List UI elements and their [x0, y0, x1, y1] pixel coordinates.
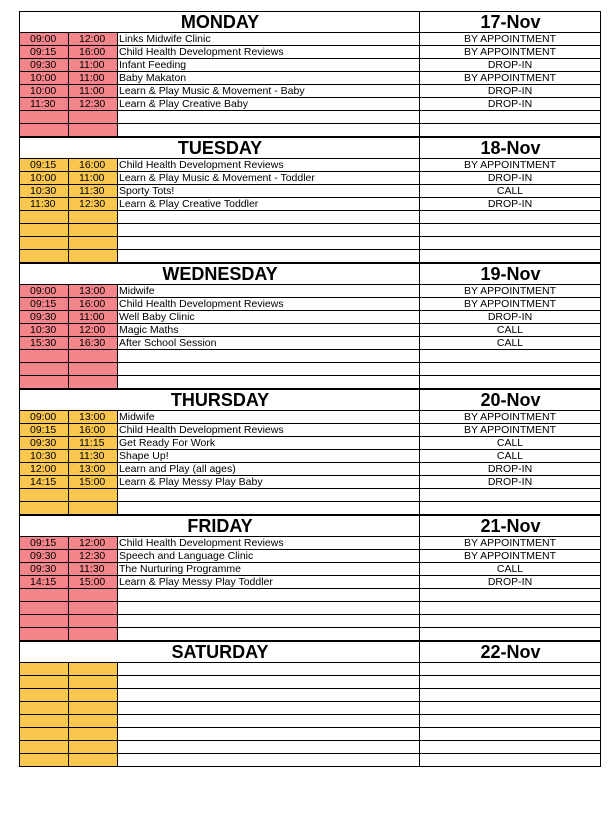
- session-booking: [420, 702, 601, 715]
- session-row: [20, 602, 601, 615]
- session-end-time: [69, 211, 118, 224]
- session-booking: DROP-IN: [420, 576, 601, 589]
- session-end-time: 12:30: [69, 98, 118, 111]
- session-end-time: 11:00: [69, 85, 118, 98]
- session-start-time: [20, 211, 69, 224]
- session-title: Learn & Play Creative Baby: [118, 98, 420, 111]
- session-start-time: [20, 715, 69, 728]
- session-title: [118, 689, 420, 702]
- session-title: Learn & Play Creative Toddler: [118, 198, 420, 211]
- session-title: [118, 502, 420, 516]
- session-title: Magic Maths: [118, 324, 420, 337]
- session-start-time: [20, 728, 69, 741]
- session-end-time: 12:30: [69, 198, 118, 211]
- session-booking: BY APPOINTMENT: [420, 285, 601, 298]
- session-start-time: 09:00: [20, 411, 69, 424]
- session-title: Speech and Language Clinic: [118, 550, 420, 563]
- session-row: [20, 589, 601, 602]
- session-end-time: 16:00: [69, 298, 118, 311]
- session-title: Midwife: [118, 285, 420, 298]
- session-start-time: [20, 689, 69, 702]
- session-end-time: [69, 602, 118, 615]
- session-booking: [420, 589, 601, 602]
- session-end-time: 16:30: [69, 337, 118, 350]
- session-row: [20, 237, 601, 250]
- session-booking: CALL: [420, 563, 601, 576]
- session-row: [20, 463, 601, 476]
- session-end-time: [69, 350, 118, 363]
- session-title: [118, 715, 420, 728]
- weekly-timetable: [19, 11, 601, 767]
- session-start-time: [20, 702, 69, 715]
- session-start-time: [20, 224, 69, 237]
- day-header: [20, 515, 601, 537]
- session-end-time: [69, 502, 118, 516]
- session-booking: DROP-IN: [420, 198, 601, 211]
- session-booking: CALL: [420, 337, 601, 350]
- session-row: [20, 502, 601, 516]
- session-start-time: 11:30: [20, 198, 69, 211]
- session-title: [118, 250, 420, 264]
- session-end-time: [69, 741, 118, 754]
- session-booking: [420, 250, 601, 264]
- session-row: [20, 437, 601, 450]
- session-end-time: 16:00: [69, 159, 118, 172]
- session-start-time: [20, 615, 69, 628]
- session-booking: [420, 615, 601, 628]
- session-title: Learn & Play Music & Movement - Baby: [118, 85, 420, 98]
- session-title: Sporty Tots!: [118, 185, 420, 198]
- session-start-time: [20, 376, 69, 390]
- session-booking: BY APPOINTMENT: [420, 46, 601, 59]
- session-start-time: 11:30: [20, 98, 69, 111]
- session-end-time: 16:00: [69, 46, 118, 59]
- session-row: [20, 450, 601, 463]
- session-row: [20, 98, 601, 111]
- session-end-time: [69, 728, 118, 741]
- session-booking: [420, 602, 601, 615]
- session-title: [118, 676, 420, 689]
- session-start-time: [20, 489, 69, 502]
- session-row: [20, 111, 601, 124]
- session-title: [118, 489, 420, 502]
- session-end-time: 12:00: [69, 537, 118, 550]
- session-row: [20, 376, 601, 390]
- session-start-time: 10:30: [20, 450, 69, 463]
- session-start-time: 09:15: [20, 537, 69, 550]
- session-start-time: 09:30: [20, 437, 69, 450]
- session-end-time: 11:00: [69, 172, 118, 185]
- session-row: [20, 363, 601, 376]
- session-title: [118, 702, 420, 715]
- session-row: [20, 741, 601, 754]
- session-start-time: [20, 350, 69, 363]
- session-row: [20, 324, 601, 337]
- session-booking: BY APPOINTMENT: [420, 33, 601, 46]
- session-booking: BY APPOINTMENT: [420, 424, 601, 437]
- session-end-time: 11:00: [69, 59, 118, 72]
- day-date: 18-Nov: [420, 137, 601, 159]
- session-title: Learn & Play Messy Play Toddler: [118, 576, 420, 589]
- session-booking: DROP-IN: [420, 98, 601, 111]
- session-end-time: [69, 676, 118, 689]
- day-name: TUESDAY: [20, 137, 420, 159]
- session-row: [20, 689, 601, 702]
- session-end-time: 16:00: [69, 424, 118, 437]
- session-end-time: [69, 589, 118, 602]
- session-start-time: 10:30: [20, 324, 69, 337]
- session-title: [118, 602, 420, 615]
- session-booking: DROP-IN: [420, 85, 601, 98]
- session-booking: [420, 489, 601, 502]
- day-name: FRIDAY: [20, 515, 420, 537]
- session-end-time: 12:00: [69, 33, 118, 46]
- session-end-time: 15:00: [69, 476, 118, 489]
- session-booking: [420, 663, 601, 676]
- session-end-time: 11:30: [69, 185, 118, 198]
- session-title: [118, 111, 420, 124]
- session-booking: [420, 502, 601, 516]
- session-booking: BY APPOINTMENT: [420, 537, 601, 550]
- session-start-time: [20, 111, 69, 124]
- session-title: Child Health Development Reviews: [118, 537, 420, 550]
- session-row: [20, 702, 601, 715]
- session-start-time: 09:15: [20, 159, 69, 172]
- session-title: [118, 376, 420, 390]
- session-start-time: 10:30: [20, 185, 69, 198]
- session-end-time: 11:00: [69, 72, 118, 85]
- session-row: [20, 537, 601, 550]
- session-end-time: [69, 689, 118, 702]
- session-title: Get Ready For Work: [118, 437, 420, 450]
- timetable-body: [20, 12, 601, 767]
- session-end-time: [69, 702, 118, 715]
- session-booking: [420, 237, 601, 250]
- session-end-time: 13:00: [69, 463, 118, 476]
- session-booking: [420, 124, 601, 138]
- session-start-time: [20, 237, 69, 250]
- session-booking: DROP-IN: [420, 172, 601, 185]
- session-booking: DROP-IN: [420, 463, 601, 476]
- session-title: The Nurturing Programme: [118, 563, 420, 576]
- session-row: [20, 754, 601, 767]
- session-start-time: 10:00: [20, 72, 69, 85]
- session-row: [20, 124, 601, 138]
- day-date: 22-Nov: [420, 641, 601, 663]
- day-name: WEDNESDAY: [20, 263, 420, 285]
- session-title: [118, 615, 420, 628]
- session-end-time: [69, 363, 118, 376]
- session-title: Child Health Development Reviews: [118, 159, 420, 172]
- session-start-time: 09:30: [20, 59, 69, 72]
- session-booking: [420, 350, 601, 363]
- day-header: [20, 389, 601, 411]
- session-booking: [420, 754, 601, 767]
- session-end-time: [69, 111, 118, 124]
- session-booking: [420, 689, 601, 702]
- session-booking: [420, 628, 601, 642]
- session-start-time: 12:00: [20, 463, 69, 476]
- session-row: [20, 350, 601, 363]
- session-booking: BY APPOINTMENT: [420, 550, 601, 563]
- session-start-time: 14:15: [20, 476, 69, 489]
- session-booking: DROP-IN: [420, 59, 601, 72]
- session-start-time: 09:15: [20, 298, 69, 311]
- session-title: Links Midwife Clinic: [118, 33, 420, 46]
- session-title: [118, 211, 420, 224]
- session-end-time: 12:00: [69, 324, 118, 337]
- session-title: Well Baby Clinic: [118, 311, 420, 324]
- day-header: [20, 137, 601, 159]
- session-row: [20, 72, 601, 85]
- session-start-time: 09:00: [20, 285, 69, 298]
- session-end-time: 11:30: [69, 450, 118, 463]
- session-end-time: 11:00: [69, 311, 118, 324]
- session-row: [20, 728, 601, 741]
- day-header: [20, 641, 601, 663]
- session-start-time: 09:30: [20, 550, 69, 563]
- session-start-time: 14:15: [20, 576, 69, 589]
- session-end-time: [69, 715, 118, 728]
- session-title: Learn and Play (all ages): [118, 463, 420, 476]
- session-booking: [420, 363, 601, 376]
- session-end-time: [69, 224, 118, 237]
- session-title: [118, 224, 420, 237]
- session-row: [20, 85, 601, 98]
- day-date: 20-Nov: [420, 389, 601, 411]
- session-title: [118, 237, 420, 250]
- day-name: THURSDAY: [20, 389, 420, 411]
- session-end-time: 12:30: [69, 550, 118, 563]
- session-end-time: 13:00: [69, 285, 118, 298]
- session-booking: [420, 224, 601, 237]
- session-row: [20, 46, 601, 59]
- session-start-time: [20, 124, 69, 138]
- session-row: [20, 424, 601, 437]
- session-booking: CALL: [420, 324, 601, 337]
- session-start-time: 15:30: [20, 337, 69, 350]
- session-end-time: [69, 628, 118, 642]
- day-header: [20, 12, 601, 33]
- day-name: SATURDAY: [20, 641, 420, 663]
- session-title: Child Health Development Reviews: [118, 424, 420, 437]
- session-row: [20, 298, 601, 311]
- day-date: 21-Nov: [420, 515, 601, 537]
- session-row: [20, 198, 601, 211]
- session-start-time: [20, 250, 69, 264]
- session-title: After School Session: [118, 337, 420, 350]
- session-title: Learn & Play Music & Movement - Toddler: [118, 172, 420, 185]
- session-booking: [420, 211, 601, 224]
- session-start-time: 10:00: [20, 172, 69, 185]
- session-title: Learn & Play Messy Play Baby: [118, 476, 420, 489]
- session-end-time: [69, 615, 118, 628]
- session-end-time: [69, 663, 118, 676]
- session-row: [20, 337, 601, 350]
- session-row: [20, 476, 601, 489]
- day-name: MONDAY: [20, 12, 420, 33]
- session-start-time: 09:30: [20, 311, 69, 324]
- session-start-time: [20, 676, 69, 689]
- session-start-time: [20, 602, 69, 615]
- session-start-time: [20, 741, 69, 754]
- session-row: [20, 311, 601, 324]
- session-row: [20, 33, 601, 46]
- session-end-time: [69, 754, 118, 767]
- session-title: [118, 124, 420, 138]
- session-title: [118, 754, 420, 767]
- session-end-time: 11:30: [69, 563, 118, 576]
- session-start-time: [20, 663, 69, 676]
- session-booking: [420, 741, 601, 754]
- session-start-time: 09:30: [20, 563, 69, 576]
- session-start-time: [20, 628, 69, 642]
- session-booking: [420, 376, 601, 390]
- session-booking: CALL: [420, 437, 601, 450]
- session-row: [20, 250, 601, 264]
- session-row: [20, 715, 601, 728]
- session-title: Baby Makaton: [118, 72, 420, 85]
- session-booking: DROP-IN: [420, 311, 601, 324]
- session-row: [20, 285, 601, 298]
- session-title: [118, 728, 420, 741]
- session-booking: BY APPOINTMENT: [420, 298, 601, 311]
- session-end-time: 13:00: [69, 411, 118, 424]
- session-title: [118, 350, 420, 363]
- session-booking: [420, 715, 601, 728]
- session-start-time: 10:00: [20, 85, 69, 98]
- session-title: [118, 363, 420, 376]
- session-title: [118, 741, 420, 754]
- session-booking: CALL: [420, 450, 601, 463]
- session-row: [20, 676, 601, 689]
- session-row: [20, 576, 601, 589]
- session-row: [20, 615, 601, 628]
- session-end-time: [69, 237, 118, 250]
- session-title: Shape Up!: [118, 450, 420, 463]
- session-row: [20, 211, 601, 224]
- session-booking: BY APPOINTMENT: [420, 159, 601, 172]
- session-row: [20, 489, 601, 502]
- session-end-time: [69, 124, 118, 138]
- session-title: Infant Feeding: [118, 59, 420, 72]
- session-start-time: 09:15: [20, 424, 69, 437]
- session-end-time: 11:15: [69, 437, 118, 450]
- session-end-time: [69, 489, 118, 502]
- session-row: [20, 59, 601, 72]
- session-booking: [420, 676, 601, 689]
- session-end-time: [69, 250, 118, 264]
- session-start-time: [20, 363, 69, 376]
- session-title: Child Health Development Reviews: [118, 298, 420, 311]
- session-title: Child Health Development Reviews: [118, 46, 420, 59]
- session-row: [20, 172, 601, 185]
- session-row: [20, 663, 601, 676]
- session-end-time: [69, 376, 118, 390]
- session-booking: BY APPOINTMENT: [420, 72, 601, 85]
- session-start-time: 09:15: [20, 46, 69, 59]
- session-start-time: [20, 589, 69, 602]
- session-row: [20, 411, 601, 424]
- session-row: [20, 628, 601, 642]
- day-date: 19-Nov: [420, 263, 601, 285]
- session-booking: DROP-IN: [420, 476, 601, 489]
- session-start-time: [20, 754, 69, 767]
- session-row: [20, 224, 601, 237]
- session-row: [20, 563, 601, 576]
- session-title: [118, 589, 420, 602]
- day-header: [20, 263, 601, 285]
- session-title: [118, 663, 420, 676]
- session-booking: CALL: [420, 185, 601, 198]
- session-booking: [420, 728, 601, 741]
- session-booking: [420, 111, 601, 124]
- session-booking: BY APPOINTMENT: [420, 411, 601, 424]
- session-title: [118, 628, 420, 642]
- session-row: [20, 185, 601, 198]
- session-row: [20, 550, 601, 563]
- session-row: [20, 159, 601, 172]
- day-date: 17-Nov: [420, 12, 601, 33]
- session-start-time: 09:00: [20, 33, 69, 46]
- session-end-time: 15:00: [69, 576, 118, 589]
- session-title: Midwife: [118, 411, 420, 424]
- session-start-time: [20, 502, 69, 516]
